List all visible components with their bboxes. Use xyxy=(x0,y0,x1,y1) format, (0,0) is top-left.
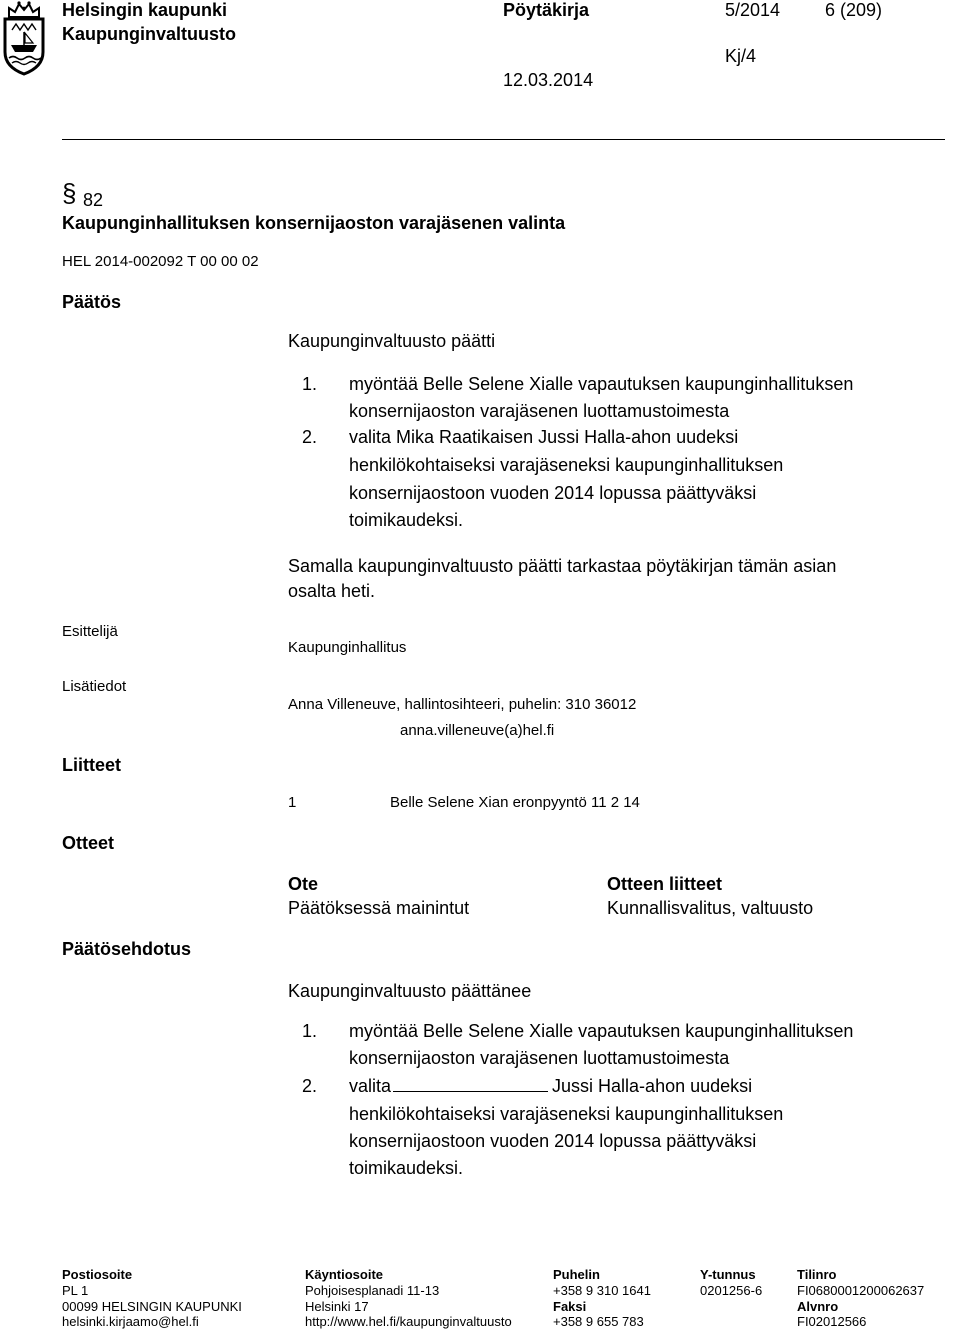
footer-postal-line: 00099 HELSINGIN KAUPUNKI xyxy=(62,1299,242,1314)
crest-icon xyxy=(0,0,48,76)
org-name: Helsingin kaupunki xyxy=(62,0,228,20)
extracts-recipient-header: Ote xyxy=(288,874,319,894)
proposal-item-line: myöntää Belle Selene Xialle vapautuksen kaupunginhallituksen xyxy=(349,1021,854,1041)
attachment-title: Belle Selene Xian eronpyyntö 11 2 14 xyxy=(390,794,640,811)
footer-postal-line: PL 1 xyxy=(62,1283,89,1298)
proposal-item-text-before: valita xyxy=(349,1076,392,1096)
extracts-attachments: Kunnallisvalitus, valtuusto xyxy=(607,898,814,918)
footer-phone-value: +358 9 310 1641 xyxy=(553,1283,651,1298)
footer-fax-label: Faksi xyxy=(553,1299,587,1314)
proposal-item-line: toimikaudeksi. xyxy=(349,1158,464,1178)
section-number: 82 xyxy=(83,190,104,210)
name-blank-line xyxy=(393,1091,548,1092)
decision-intro: Kaupunginvaltuusto päätti xyxy=(288,331,496,351)
body-name: Kaupunginvaltuusto xyxy=(62,24,236,44)
attachments-label: Liitteet xyxy=(62,755,122,775)
proposal-item-line: konsernijaostoon vuoden 2014 lopussa päättyväksi xyxy=(349,1131,757,1151)
decision-item-number: 2. xyxy=(302,427,318,447)
extracts-attachments-header: Otteen liitteet xyxy=(607,874,723,894)
footer-account-label: Tilinro xyxy=(797,1267,837,1282)
footer-website: http://www.hel.fi/kaupunginvaltuusto xyxy=(305,1314,512,1329)
footer-business-id-label: Y-tunnus xyxy=(700,1267,756,1282)
footer-business-id-value: 0201256-6 xyxy=(700,1283,763,1298)
meeting-date: 12.03.2014 xyxy=(503,70,594,90)
presenter-label: Esittelijä xyxy=(62,623,118,640)
decision-item-line: henkilökohtaiseksi varajäseneksi kaupunginhallituksen xyxy=(349,455,784,475)
footer-visiting-label: Käyntiosoite xyxy=(305,1267,384,1282)
proposal-item-line: konsernijaoston varajäsenen luottamustoimesta xyxy=(349,1048,730,1068)
footer-fax-value: +358 9 655 783 xyxy=(553,1314,644,1329)
item-code: Kj/4 xyxy=(725,46,757,66)
section-symbol: § xyxy=(62,178,77,208)
proposal-item-line: henkilökohtaiseksi varajäseneksi kaupunginhallituksen xyxy=(349,1104,784,1124)
attachment-number: 1 xyxy=(288,794,297,811)
decision-note-line: osalta heti. xyxy=(288,581,376,601)
section-title: Kaupunginhallituksen konsernijaoston varajäsenen valinta xyxy=(62,213,566,233)
decision-item-line: toimikaudeksi. xyxy=(349,510,464,530)
decision-note-line: Samalla kaupunginvaltuusto päätti tarkastaa pöytäkirjan tämän asian xyxy=(288,556,837,576)
decision-item-number: 1. xyxy=(302,374,318,394)
contact-email: anna.villeneuve(a)hel.fi xyxy=(400,722,555,739)
footer-phone-label: Puhelin xyxy=(553,1267,600,1282)
proposal-intro: Kaupunginvaltuusto päättänee xyxy=(288,981,532,1001)
decision-item-line: myöntää Belle Selene Xialle vapautuksen kaupunginhallituksen xyxy=(349,374,854,394)
extracts-recipient: Päätöksessä mainintut xyxy=(288,898,470,918)
minutes-number: 5/2014 xyxy=(725,0,781,20)
decision-item-line: konsernijaoston varajäsenen luottamustoimesta xyxy=(349,401,730,421)
footer-vat-label: Alvnro xyxy=(797,1299,839,1314)
footer-account-value: FI0680001200062637 xyxy=(797,1283,925,1298)
proposal-item-first-line xyxy=(349,1076,752,1096)
city-crest-logo xyxy=(0,0,48,76)
footer-postal-label: Postiosoite xyxy=(62,1267,133,1282)
proposal-label: Päätösehdotus xyxy=(62,939,192,959)
header-divider xyxy=(62,139,945,140)
presenter-value: Kaupunginhallitus xyxy=(288,639,407,656)
contact-person: Anna Villeneuve, hallintosihteeri, puhelin: 310 36012 xyxy=(288,696,637,713)
footer-postal-email: helsinki.kirjaamo@hel.fi xyxy=(62,1314,199,1329)
footer-vat-value: FI02012566 xyxy=(797,1314,867,1329)
proposal-item-number: 2. xyxy=(302,1076,318,1096)
proposal-item-text-after: Jussi Halla-ahon uudeksi xyxy=(552,1076,753,1096)
footer-visiting-line: Pohjoisesplanadi 11-13 xyxy=(305,1283,440,1298)
footer-visiting-line: Helsinki 17 xyxy=(305,1299,369,1314)
decision-label: Päätös xyxy=(62,292,122,312)
proposal-item-number: 1. xyxy=(302,1021,318,1041)
case-reference: HEL 2014-002092 T 00 00 02 xyxy=(62,253,259,270)
decision-item-line: konsernijaostoon vuoden 2014 lopussa päättyväksi xyxy=(349,483,757,503)
page-number: 6 (209) xyxy=(825,0,883,20)
document-type: Pöytäkirja xyxy=(503,0,590,20)
decision-item-line: valita Mika Raatikaisen Jussi Halla-ahon uudeksi xyxy=(349,427,739,447)
more-info-label: Lisätiedot xyxy=(62,678,127,695)
extracts-label: Otteet xyxy=(62,833,115,853)
